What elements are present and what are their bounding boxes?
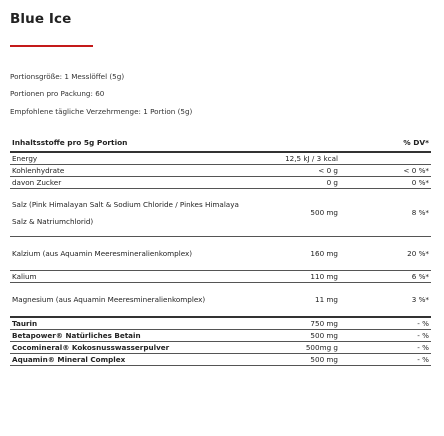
row-name: Salz (Pink Himalayan Salt & Sodium Chloride / Pinkes Himalaya Salz & Natriumchlorid) xyxy=(10,189,250,237)
row-amount: 500 mg xyxy=(250,330,340,342)
row-name: Taurin xyxy=(10,317,250,330)
table-row xyxy=(10,330,431,342)
row-name: Cocomineral® Kokosnusswasserpulver xyxy=(10,342,250,354)
row-amount: < 0 g xyxy=(250,165,340,177)
row-dv: - % xyxy=(340,342,431,354)
serving-size: Portionsgröße: 1 Messlöffel (5g) xyxy=(10,72,125,81)
row-dv: 0 %* xyxy=(340,177,431,189)
row-name: Betapower® Natürliches Betain xyxy=(10,330,250,342)
daily-recommendation: Empfohlene tägliche Verzehrmenge: 1 Portion (5g) xyxy=(10,107,193,116)
row-dv: 3 %* xyxy=(340,283,431,318)
row-name: Magnesium (aus Aquamin Meeresmineralienkomplex) xyxy=(10,283,250,318)
row-amount: 110 mg xyxy=(250,271,340,283)
row-dv: 20 %* xyxy=(340,237,431,271)
nutrition-table xyxy=(10,134,431,366)
table-header xyxy=(10,134,431,152)
row-dv: 8 %* xyxy=(340,189,431,237)
table-row xyxy=(10,177,431,189)
table-row xyxy=(10,354,431,366)
row-amount: 500mg g xyxy=(250,342,340,354)
row-name: Kalzium (aus Aquamin Meeresmineralienkomplex) xyxy=(10,237,250,271)
table-row xyxy=(10,152,431,165)
header-dv: % DV* xyxy=(340,134,431,152)
table-row xyxy=(10,165,431,177)
row-amount: 11 mg xyxy=(250,283,340,318)
row-amount: 160 mg xyxy=(250,237,340,271)
title-underline xyxy=(10,45,93,47)
row-dv: 6 %* xyxy=(340,271,431,283)
row-dv xyxy=(340,152,431,165)
row-name: davon Zucker xyxy=(10,177,250,189)
row-dv: - % xyxy=(340,317,431,330)
table-row xyxy=(10,271,431,283)
row-name: Energy xyxy=(10,152,250,165)
servings-per-pack: Portionen pro Packung: 60 xyxy=(10,89,105,98)
row-name: Kohlenhydrate xyxy=(10,165,250,177)
row-dv: < 0 %* xyxy=(340,165,431,177)
row-dv: - % xyxy=(340,354,431,366)
row-amount: 12,5 kJ / 3 kcal xyxy=(250,152,340,165)
row-amount: 0 g xyxy=(250,177,340,189)
table-row xyxy=(10,283,431,318)
table-row xyxy=(10,342,431,354)
row-name: Aquamin® Mineral Complex xyxy=(10,354,250,366)
row-amount: 500 mg xyxy=(250,354,340,366)
table-row xyxy=(10,189,431,237)
row-amount: 500 mg xyxy=(250,189,340,237)
table-row xyxy=(10,237,431,271)
header-ingredients: Inhaltsstoffe pro 5g Portion xyxy=(10,134,340,152)
row-amount: 750 mg xyxy=(250,317,340,330)
row-name: Kalium xyxy=(10,271,250,283)
product-title: Blue Ice xyxy=(10,11,72,27)
row-dv: - % xyxy=(340,330,431,342)
table-row xyxy=(10,317,431,330)
